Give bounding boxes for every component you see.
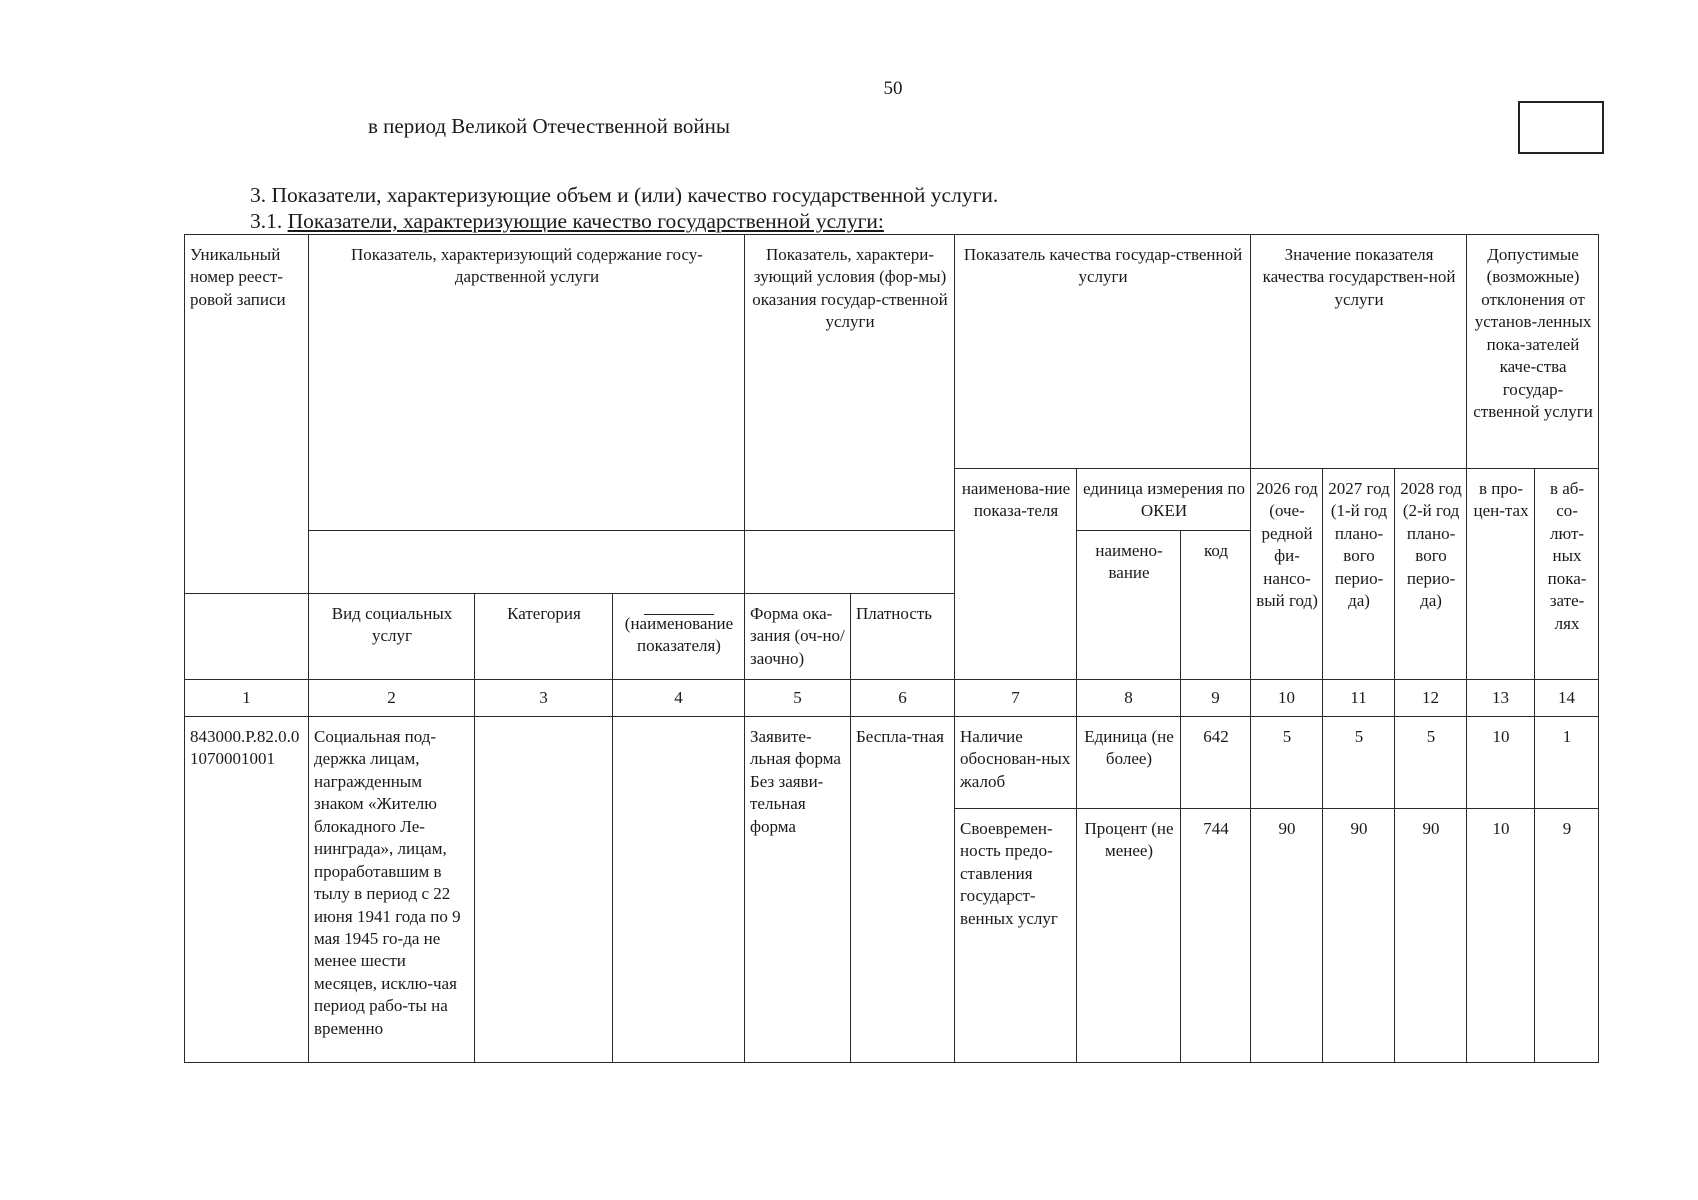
column-number: 10: [1251, 680, 1323, 717]
column-number: 1: [185, 680, 309, 717]
header-service-conditions: Показатель, характери-зующий условия (фор-мы) оказания государ-ственной услуги: [745, 235, 955, 531]
column-number: 13: [1467, 680, 1535, 717]
column-number: 4: [613, 680, 745, 717]
deviation-absolute: 1: [1535, 717, 1599, 809]
unit-name: Единица (не более): [1077, 717, 1181, 809]
deviation-absolute: 9: [1535, 809, 1599, 1063]
header-indicator-name-caption: (наименование показателя): [624, 614, 734, 656]
value-2027: 5: [1323, 717, 1395, 809]
period-line: в период Великой Отечественной войны: [368, 114, 730, 138]
column-number: 9: [1181, 680, 1251, 717]
header-unique-number: Уникальный номер реест-ровой записи: [185, 235, 309, 594]
column-number: 12: [1395, 680, 1467, 717]
header-year-2026: 2026 год (оче-редной фи-нансо-вый год): [1251, 469, 1323, 680]
value-2027: 90: [1323, 809, 1395, 1063]
subsection-number: 3.1.: [250, 209, 283, 233]
value-2026: 5: [1251, 717, 1323, 809]
category-value: [475, 717, 613, 1063]
header-content-spacer: [309, 531, 745, 594]
header-payment: Платность: [851, 594, 955, 680]
header-service-content: Показатель, характеризующий содержание госу-дарственной услуги: [309, 235, 745, 531]
quality-indicators-table: [184, 234, 1599, 1063]
column-number-row: [185, 680, 1599, 717]
header-service-form: Форма ока-зания (оч-но/заочно): [745, 594, 851, 680]
header-year-2027: 2027 год (1-й год плано-вого перио-да): [1323, 469, 1395, 680]
header-unit-name: наимено-вание: [1077, 531, 1181, 680]
indicator-name: Наличие обоснован-ных жалоб: [955, 717, 1077, 809]
header-unit-code: код: [1181, 531, 1251, 680]
code-box: [1518, 101, 1604, 154]
header-indicator-name-blank: [613, 594, 745, 680]
page-number: 50: [883, 78, 903, 99]
deviation-percent: 10: [1467, 717, 1535, 809]
section-heading: 3. Показатели, характеризующие объем и (или) качество государственной услуги.: [250, 183, 999, 207]
header-allowed-deviation: Допустимые (возможные) отклонения от установ-ленных пока-зателей каче-ства государ-ственной услуги: [1467, 235, 1599, 469]
column-number: 7: [955, 680, 1077, 717]
value-2028: 90: [1395, 809, 1467, 1063]
column-number: 6: [851, 680, 955, 717]
column-number: 11: [1323, 680, 1395, 717]
payment-value: Бесплa-тная: [851, 717, 955, 1063]
indicator-name-value: [613, 717, 745, 1063]
registry-number: 843000.Р.82.0.01070001001: [185, 717, 309, 1063]
header-service-type: Вид социальных услуг: [309, 594, 475, 680]
column-number: 14: [1535, 680, 1599, 717]
header-okei-unit: единица измерения по ОКЕИ: [1077, 469, 1251, 531]
header-conditions-spacer: [745, 531, 955, 594]
unit-name: Процент (не менее): [1077, 809, 1181, 1063]
value-2028: 5: [1395, 717, 1467, 809]
header-category: Категория: [475, 594, 613, 680]
service-description: Социальная под-держка лицам, награжденным знаком «Жителю блокадного Ле-нинграда», лицам, проработавшим в тылу в период с 22 июня 1941 года по 9 мая 1945 го-да не менее шести месяцев, исклю-чая период рабо-ты на временно: [309, 717, 475, 1063]
header-deviation-absolute: в аб-со-лют-ных пока-зате-лях: [1535, 469, 1599, 680]
value-2026: 90: [1251, 809, 1323, 1063]
table-row: [185, 717, 1599, 809]
column-number: 8: [1077, 680, 1181, 717]
header-indicator-value: Значение показателя качества государствен-ной услуги: [1251, 235, 1467, 469]
column-number: 3: [475, 680, 613, 717]
header-unique-spacer: [185, 594, 309, 680]
column-number: 2: [309, 680, 475, 717]
header-deviation-percent: в про-цен-тах: [1467, 469, 1535, 680]
unit-code: 744: [1181, 809, 1251, 1063]
subsection-text: Показатели, характеризующие качество государственной услуги:: [287, 209, 884, 233]
header-year-2028: 2028 год (2-й год плано-вого перио-да): [1395, 469, 1467, 680]
header-row-top: [185, 235, 1599, 469]
column-number: 5: [745, 680, 851, 717]
unit-code: 642: [1181, 717, 1251, 809]
subsection-heading: [250, 209, 884, 234]
header-quality-indicator: Показатель качества государ-ственной услуги: [955, 235, 1251, 469]
header-indicator-name: наименова-ние показа-теля: [955, 469, 1077, 680]
deviation-percent: 10: [1467, 809, 1535, 1063]
service-form-value: Заявите-льная форма Без заяви-тельная форма: [745, 717, 851, 1063]
indicator-name: Своевремен-ность предо-ставления государст-венных услуг: [955, 809, 1077, 1063]
